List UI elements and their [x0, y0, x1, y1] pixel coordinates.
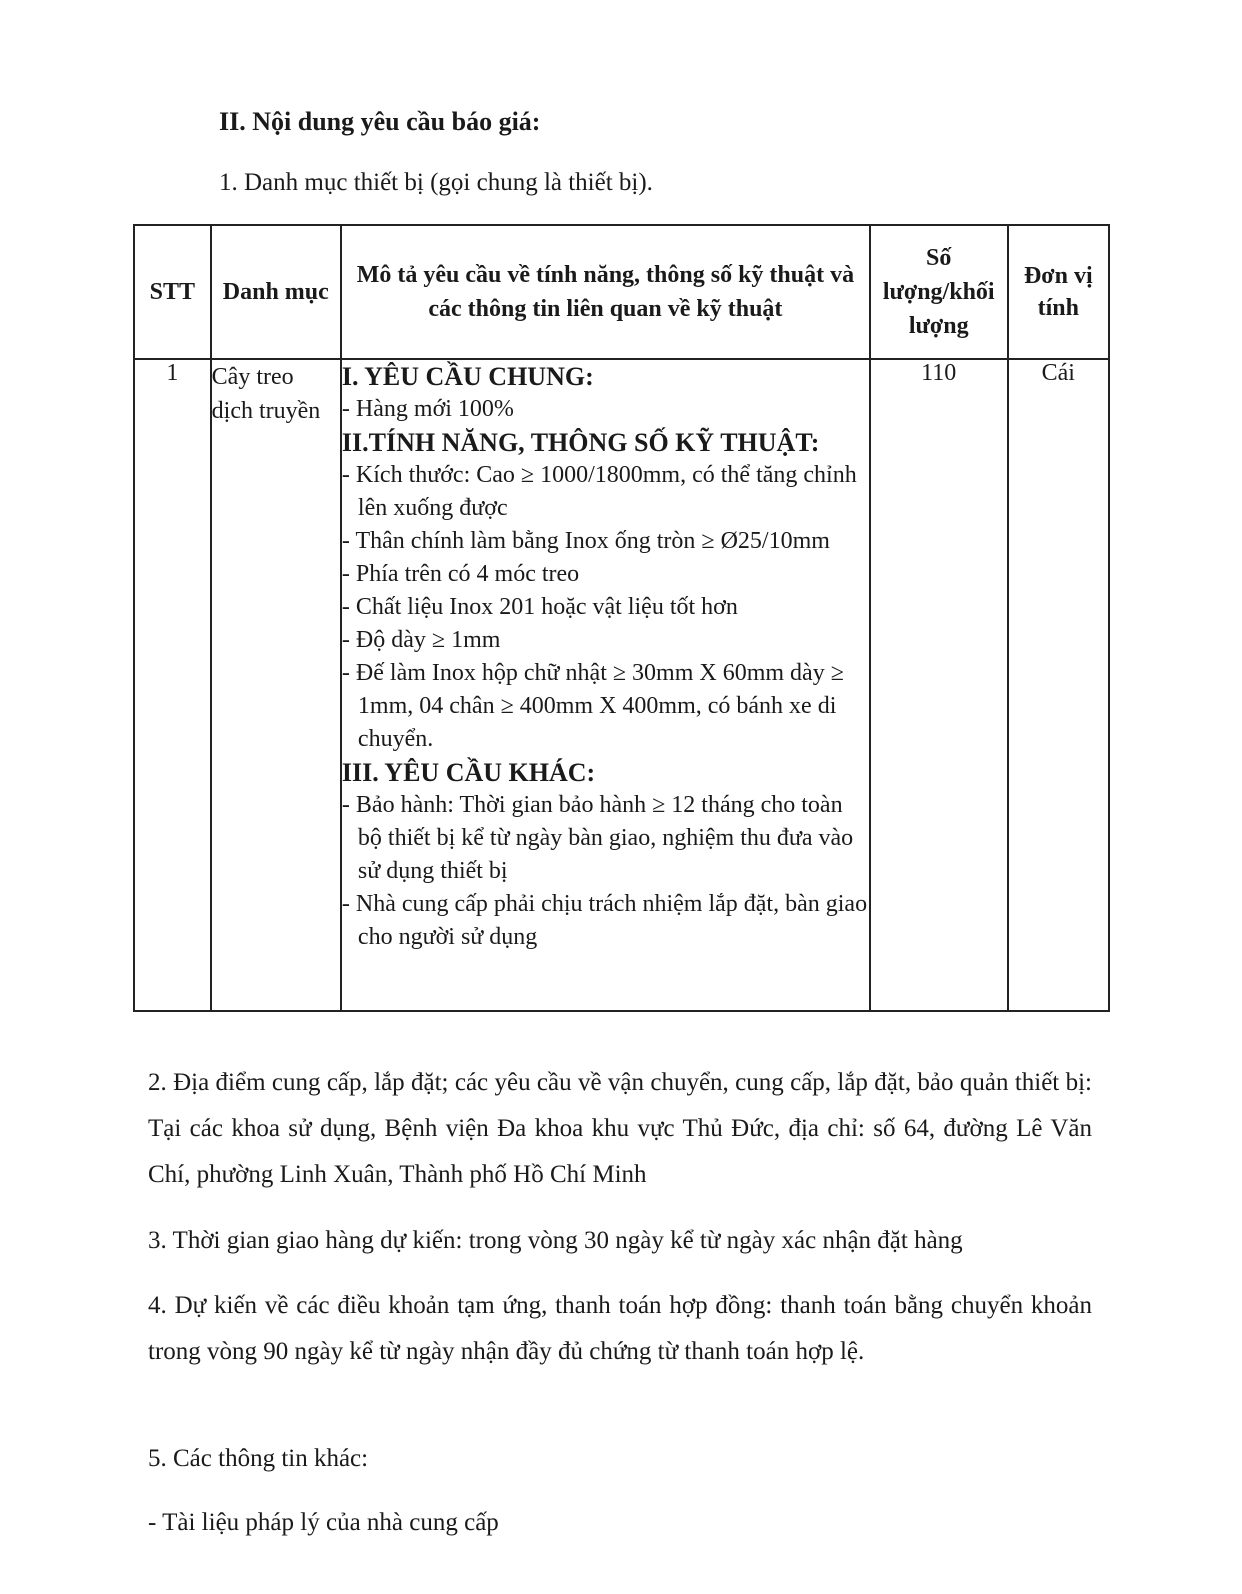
desc-item: - Bảo hành: Thời gian bảo hành ≥ 12 tháng cho toàn bộ thiết bị kể từ ngày bàn giao, nghiệm thu đưa vào sử dụng thiết bị	[341, 792, 854, 884]
desc-item: - Đế làm Inox hộp chữ nhật ≥ 30mm X 60mm dày ≥ 1mm, 04 chân ≥ 400mm X 400mm, có bánh xe di chuyển.	[341, 660, 844, 752]
header-description: Mô tả yêu cầu về tính năng, thông số kỹ thuật và các thông tin liên quan về kỹ thuật	[341, 225, 870, 359]
cell-stt: 1	[134, 359, 211, 1011]
table-header-row	[134, 225, 1109, 359]
header-stt: STT	[134, 225, 211, 359]
header-quantity: Số lượng/khối lượng	[870, 225, 1008, 359]
desc-item: - Thân chính làm bằng Inox ống tròn ≥ Ø25/10mm	[341, 528, 830, 554]
desc-item: - Chất liệu Inox 201 hoặc vật liệu tốt hơn	[341, 594, 738, 620]
paragraph-legal-documents: - Tài liệu pháp lý của nhà cung cấp	[148, 1509, 499, 1536]
cell-name: Cây treo dịch truyền	[211, 359, 341, 1011]
section-title: II. Nội dung yêu cầu báo giá:	[219, 107, 541, 136]
desc-item: - Độ dày ≥ 1mm	[341, 627, 501, 653]
desc-heading-other: III. YÊU CẦU KHÁC:	[341, 758, 596, 787]
cell-quantity: 110	[870, 359, 1008, 1011]
paragraph-delivery-time: 3. Thời gian giao hàng dự kiến: trong vòng 30 ngày kể từ ngày xác nhận đặt hàng	[148, 1227, 963, 1254]
desc-item: - Nhà cung cấp phải chịu trách nhiệm lắp đặt, bàn giao cho người sử dụng	[341, 891, 868, 950]
desc-item: - Kích thước: Cao ≥ 1000/1800mm, có thể tăng chỉnh lên xuống được	[341, 462, 857, 521]
paragraph-location: 2. Địa điểm cung cấp, lắp đặt; các yêu cầu về vận chuyển, cung cấp, lắp đặt, bảo quản thiết bị: Tại các khoa sử dụng, Bệnh viện Đa khoa khu vực Thủ Đức, địa chỉ: số 64, đường Lê Văn Chí, phường Linh Xuân, Thành phố Hồ Chí Minh	[148, 1069, 1092, 1188]
cell-unit: Cái	[1008, 359, 1109, 1011]
paragraph-other-info: 5. Các thông tin khác:	[148, 1445, 369, 1472]
equipment-table	[133, 224, 1110, 1012]
table-row	[134, 359, 1109, 1011]
desc-item: - Phía trên có 4 móc treo	[341, 561, 580, 587]
equipment-list-heading: 1. Danh mục thiết bị (gọi chung là thiết bị).	[219, 169, 653, 196]
paragraph-payment-terms: 4. Dự kiến về các điều khoản tạm ứng, thanh toán hợp đồng: thanh toán bằng chuyển khoản trong vòng 90 ngày kể từ ngày nhận đầy đủ chứng từ thanh toán hợp lệ.	[148, 1292, 1092, 1365]
desc-heading-general: I. YÊU CẦU CHUNG:	[341, 362, 594, 391]
cell-description	[341, 359, 870, 1011]
desc-heading-specs: II.TÍNH NĂNG, THÔNG SỐ KỸ THUẬT:	[341, 428, 820, 457]
header-name: Danh mục	[211, 225, 341, 359]
header-unit: Đơn vị tính	[1008, 225, 1109, 359]
desc-item: - Hàng mới 100%	[341, 396, 514, 422]
